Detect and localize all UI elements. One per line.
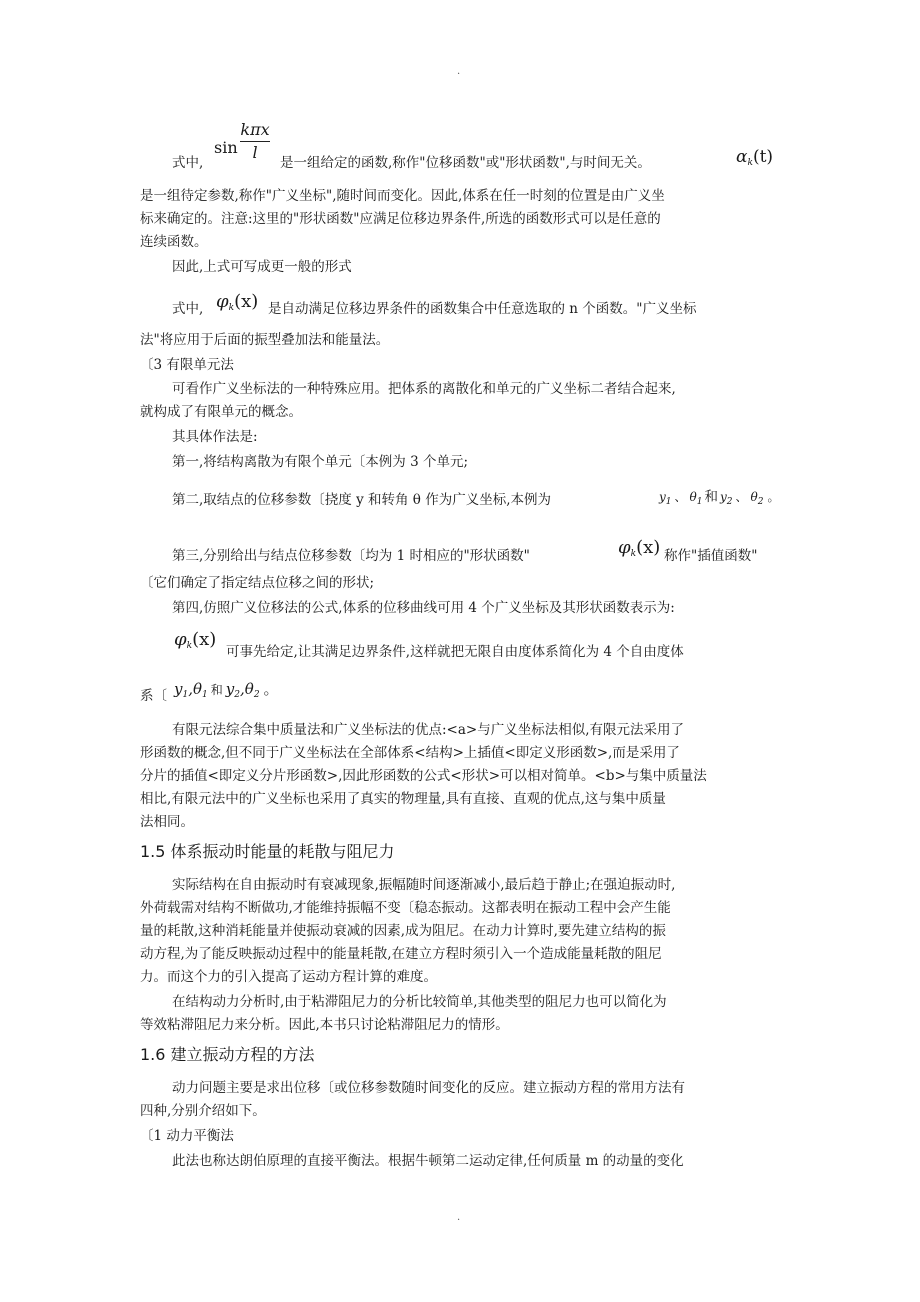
text-line: 可事先给定,让其满足边界条件,这样就把无限自由度体系简化为 4 个自由度体 (226, 644, 684, 660)
text-line: 外荷载需对结构不断做功,才能维持振幅不变〔稳态振动。这都表明在振动工程中会产生能 (140, 900, 671, 916)
text-line: 第一,将结构离散为有限个单元〔本例为 3 个单元; (172, 454, 469, 470)
text-line: 法相同。 (140, 814, 194, 830)
y2-symbol: y (720, 490, 727, 504)
text-line: 有限元法综合集中质量法和广义坐标法的优点:<a>与广义坐标法相似,有限元法采用了 (172, 722, 685, 738)
and-word: 和 (704, 489, 718, 505)
text-line: 实际结构在自由振动时有衰减现象,振幅随时间逐渐减小,最后趋于静止;在强迫振动时, (172, 877, 676, 893)
phi-argument: (x) (192, 629, 217, 650)
theta2-symbol: θ (750, 490, 758, 504)
formula-denominator: l (252, 143, 258, 162)
section-heading-1-5: 1.5 体系振动时能量的耗散与阻尼力 (140, 842, 395, 861)
section-heading: 〔3 有限单元法 (140, 357, 234, 373)
phi-subscript: k (630, 549, 637, 559)
y2-subscript: 2 (234, 690, 240, 700)
text-line: 动方程,为了能反映振动过程中的能量耗散,在建立方程时须引入一个造成能量耗散的阻尼 (140, 946, 662, 962)
y2-symbol: y (225, 680, 235, 698)
formula-sin: sin (214, 138, 238, 157)
text-line: 式中, (172, 155, 204, 171)
phi-symbol: φ (618, 537, 631, 558)
text-line: 〔它们确定了指定结点位移之间的形状; (140, 575, 375, 591)
formula-fraction (240, 120, 270, 163)
alpha-argument: (t) (752, 147, 774, 167)
separator: 、 (735, 490, 748, 504)
alpha-symbol: α (736, 147, 748, 167)
text-line: 就构成了有限单元的概念。 (140, 404, 302, 420)
theta1-symbol: θ (689, 490, 697, 504)
text-line: 式中, (172, 301, 204, 317)
y2-subscript: 2 (726, 497, 733, 507)
text-line: 是一组给定的函数,称作"位移函数"或"形状函数",与时间无关。 (280, 155, 651, 171)
text-line: 法"将应用于后面的振型叠加法和能量法。 (140, 332, 390, 348)
page-mark-top: . (457, 66, 461, 77)
formula-phi (216, 290, 258, 320)
theta1-subscript: 1 (696, 497, 703, 507)
period: 。 (263, 680, 279, 698)
text-line: 标来确定的。注意:这里的"形状函数"应满足位移边界条件,所选的函数形式可以是任意的 (140, 211, 661, 227)
section-heading: 〔1 动力平衡法 (140, 1128, 234, 1144)
y1-symbol: y (659, 490, 666, 504)
text-line: 是自动满足位移边界条件的函数集合中任意选取的 n 个函数。"广义坐标 (268, 301, 697, 317)
text-line: 第二,取结点的位移参数〔挠度 y 和转角 θ 作为广义坐标,本例为 (172, 492, 552, 508)
text-line: 称作"插值函数" (664, 548, 758, 564)
fraction-bar (240, 141, 270, 142)
text-line: 此法也称达朗伯原理的直接平衡法。根据牛顿第二运动定律,任何质量 m 的动量的变化 (172, 1153, 684, 1169)
formula-phi (618, 536, 660, 566)
formula-dof (174, 678, 279, 707)
text-line: 连续函数。 (140, 234, 208, 250)
phi-symbol: φ (174, 629, 187, 650)
text-line: 第四,仿照广义位移法的公式,体系的位移曲线可用 4 个广义坐标及其形状函数表示为: (172, 600, 675, 616)
phi-subscript: k (186, 641, 193, 651)
separator: 、 (674, 490, 687, 504)
y1-symbol: y (174, 680, 183, 698)
text-line: 第三,分别给出与结点位移参数〔均为 1 时相应的"形状函数" (172, 548, 530, 564)
theta2-symbol: ,θ (240, 680, 254, 698)
phi-symbol: φ (216, 291, 229, 312)
text-line: 动力问题主要是求出位移〔或位移参数随时间变化的反应。建立振动方程的常用方法有 (172, 1080, 685, 1096)
section-heading-1-6: 1.6 建立振动方程的方法 (140, 1045, 315, 1064)
phi-subscript: k (228, 303, 235, 313)
formula-phi (174, 628, 216, 658)
text-line: 是一组待定参数,称作"广义坐标",随时间而变化。因此,体系在任一时刻的位置是由广义坐 (140, 188, 665, 204)
text-line: 分片的插值<即定义分片形函数>,因此形函数的公式<形状>可以相对简单。<b>与集中质量法 (140, 768, 707, 784)
text-line: 系〔 (140, 688, 167, 704)
theta2-subscript: 2 (253, 690, 260, 700)
text-line: 等效粘滞阻尼力来分析。因此,本书只讨论粘滞阻尼力的情形。 (140, 1017, 509, 1033)
theta1-symbol: ,θ (188, 680, 203, 698)
text-line: 形函数的概念,但不同于广义坐标法在全部体系<结构>上插值<即定义形函数>,而是采用了 (140, 745, 680, 761)
formula-numerator: kπx (240, 120, 270, 139)
text-line: 在结构动力分析时,由于粘滞阻尼力的分析比较简单,其他类型的阻尼力也可以简化为 (172, 994, 667, 1010)
formula-nodes (659, 486, 780, 514)
and-word: 和 (210, 683, 223, 697)
period: 。 (767, 490, 780, 504)
text-line: 量的耗散,这种消耗能量并使振动衰减的因素,成为阻尼。在动力计算时,要先建立结构的振 (140, 923, 666, 939)
theta1-subscript: 1 (202, 690, 208, 700)
text-line: 可看作广义坐标法的一种特殊应用。把体系的离散化和单元的广义坐标二者结合起来, (172, 381, 676, 397)
formula-alpha (736, 146, 773, 175)
text-line: 四种,分别介绍如下。 (140, 1103, 266, 1119)
phi-argument: (x) (636, 537, 661, 558)
theta2-subscript: 2 (757, 497, 764, 507)
text-line: 相比,有限元法中的广义坐标也采用了真实的物理量,具有直接、直观的优点,这与集中质量 (140, 791, 666, 807)
text-line: 因此,上式可写成更一般的形式 (172, 259, 352, 275)
phi-argument: (x) (234, 291, 259, 312)
alpha-subscript: k (747, 158, 753, 168)
y1-subscript: 1 (665, 497, 672, 507)
text-line: 力。而这个力的引入提高了运动方程计算的难度。 (140, 969, 437, 985)
page-mark-bottom: . (457, 1212, 461, 1223)
y1-subscript: 1 (182, 690, 189, 700)
text-line: 其具体作法是: (172, 429, 258, 445)
